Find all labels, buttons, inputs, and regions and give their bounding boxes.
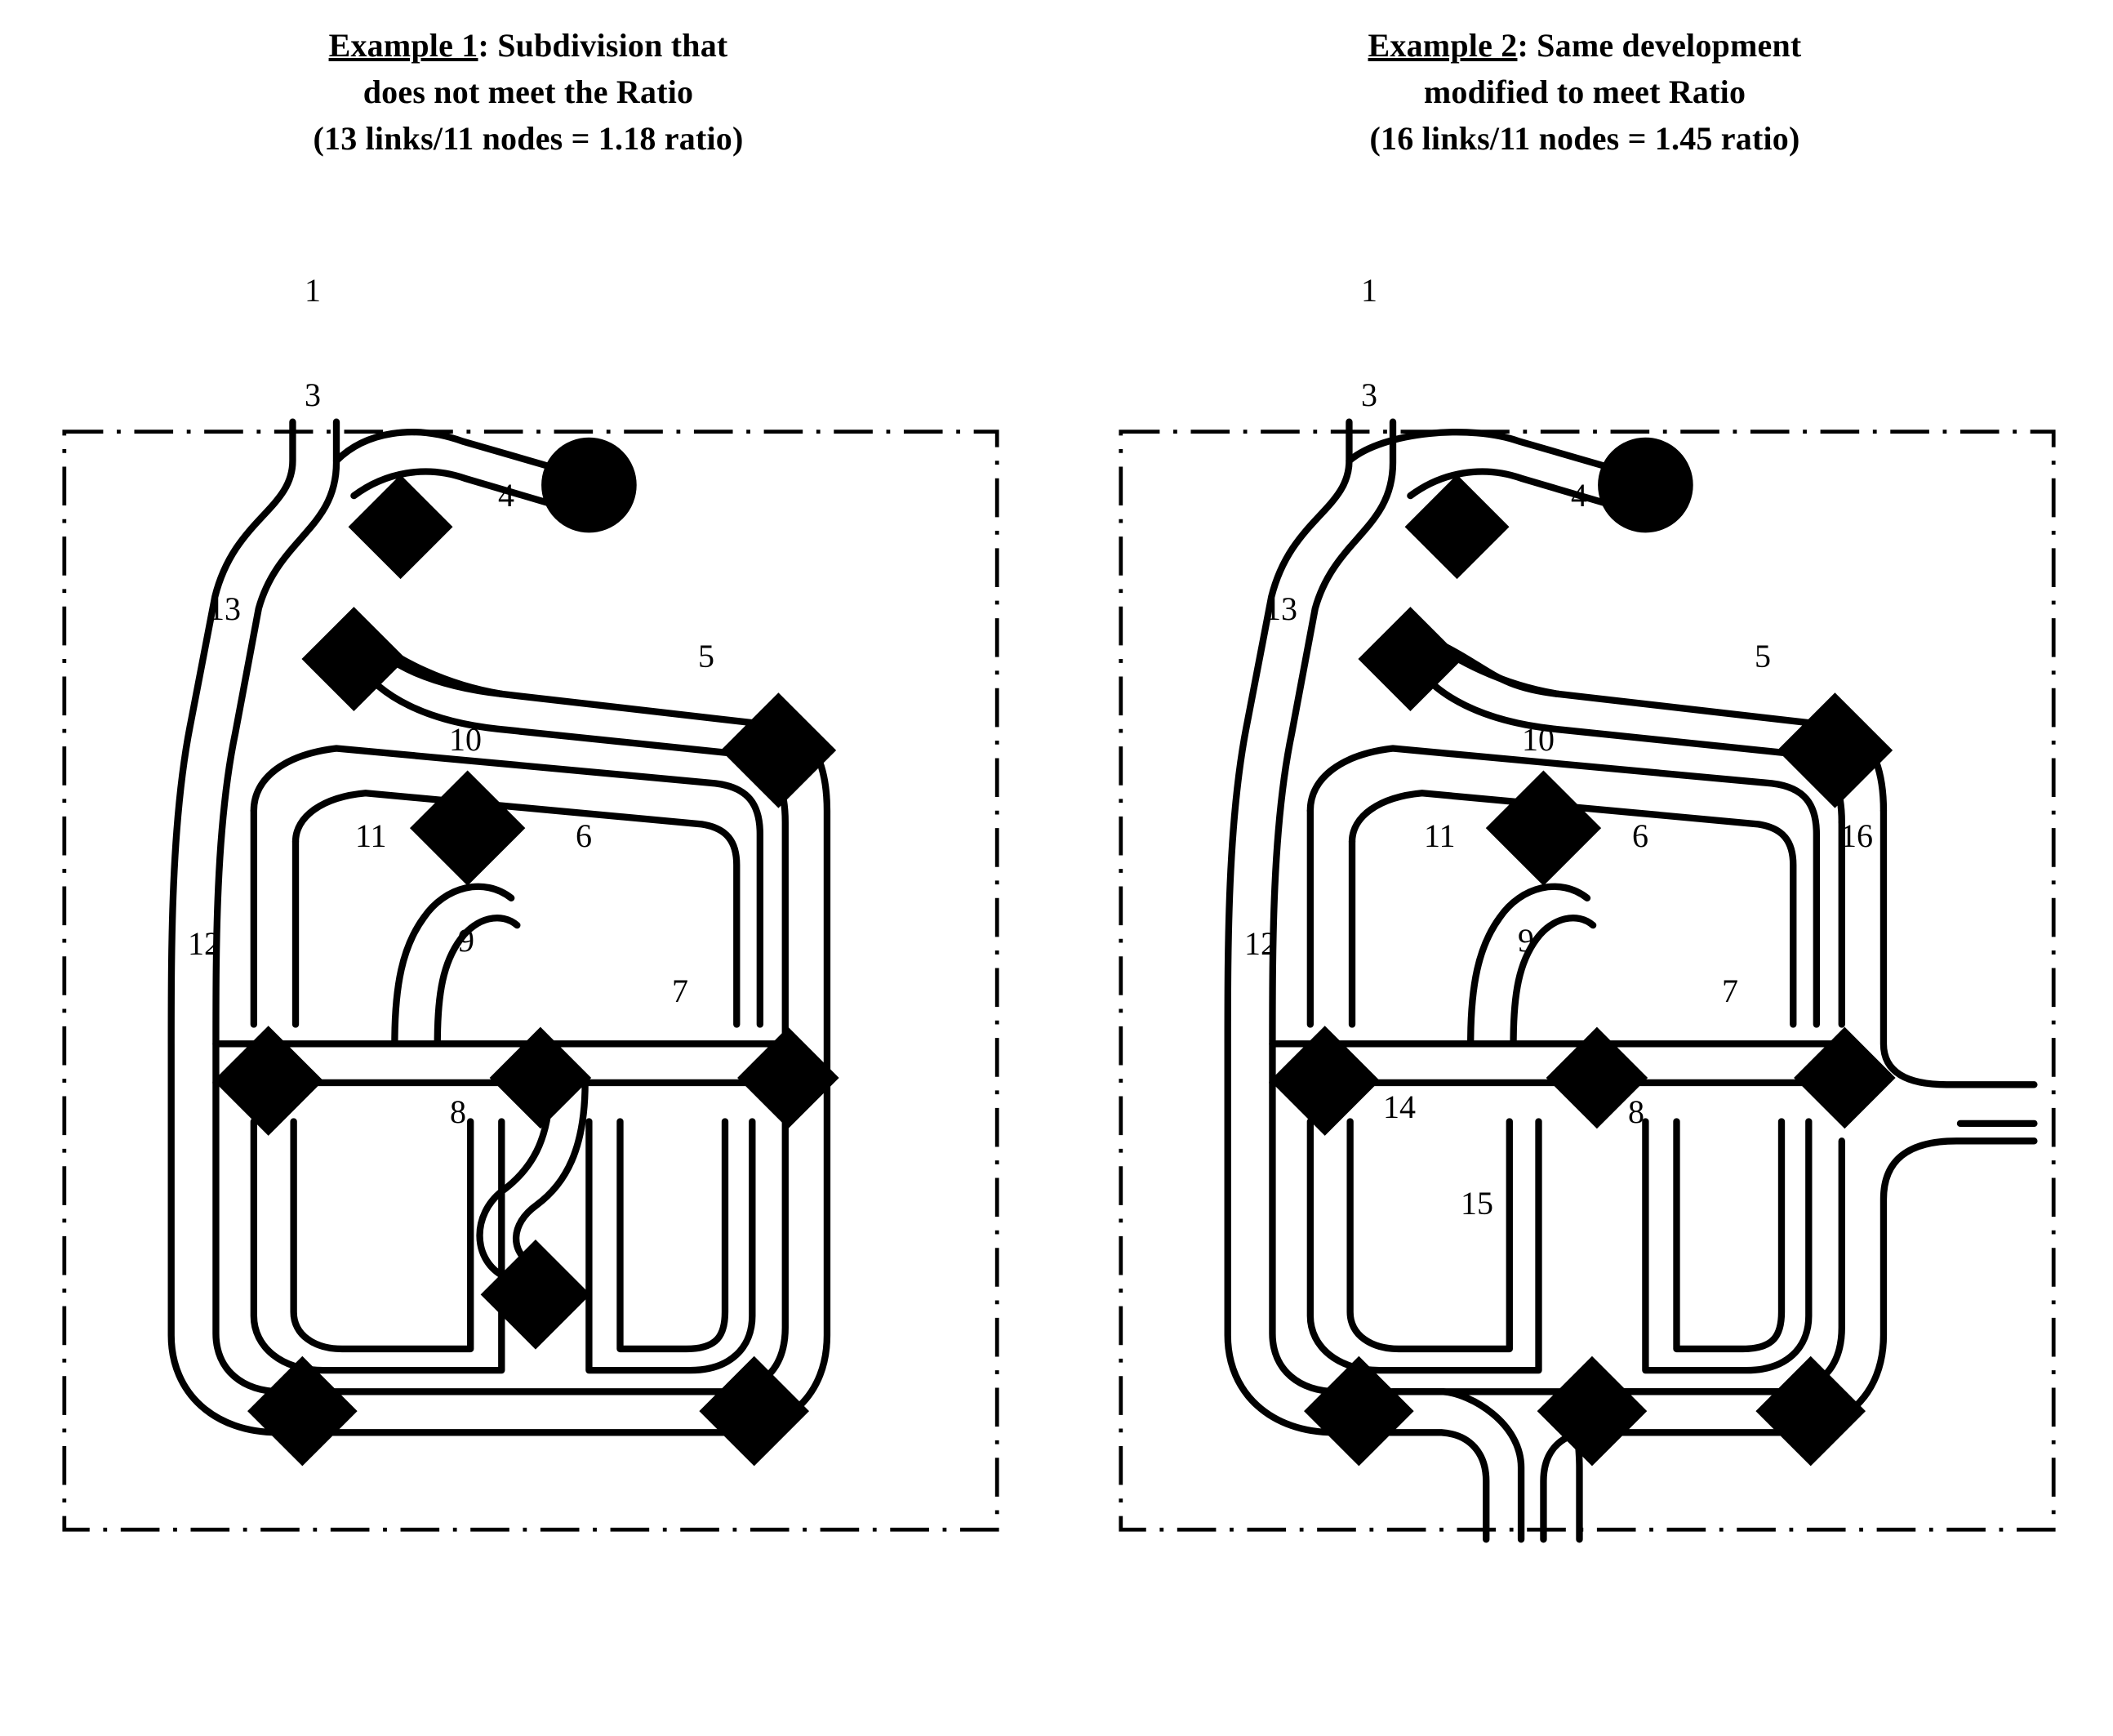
node-marker bbox=[250, 1359, 354, 1463]
link-label-7: 7 bbox=[1722, 973, 1738, 1009]
node-marker bbox=[702, 1359, 807, 1463]
example-1-caption-line2: does not meet the Ratio bbox=[363, 73, 694, 110]
link-label-5: 5 bbox=[1755, 638, 1771, 674]
site-boundary bbox=[65, 432, 997, 1530]
example-2-title-prefix: Example 2 bbox=[1368, 27, 1518, 64]
link-label-15: 15 bbox=[1461, 1185, 1493, 1222]
link-label-12: 12 bbox=[1244, 925, 1277, 962]
link-label-12: 12 bbox=[188, 925, 220, 962]
example-2-caption-line3: (16 links/11 nodes = 1.45 ratio) bbox=[1369, 119, 1800, 157]
example-1-title-prefix: Example 1 bbox=[328, 27, 478, 64]
link-label-11: 11 bbox=[355, 817, 387, 854]
node-marker bbox=[1306, 1359, 1411, 1463]
example-2-panel bbox=[1056, 0, 2113, 1736]
node-marker bbox=[1488, 773, 1599, 884]
link-label-4: 4 bbox=[498, 477, 514, 514]
link-label-14: 14 bbox=[1383, 1088, 1416, 1125]
node-marker bbox=[1759, 1359, 1863, 1463]
node-marker bbox=[412, 773, 523, 884]
node-markers bbox=[1273, 478, 1893, 1463]
node-marker bbox=[351, 478, 450, 576]
example-2-diagram bbox=[1101, 253, 2073, 1698]
link-label-8: 8 bbox=[450, 1093, 466, 1130]
link-label-6: 6 bbox=[1632, 817, 1648, 854]
node-marker bbox=[1408, 478, 1506, 576]
link-label-13: 13 bbox=[208, 590, 241, 627]
example-1-diagram bbox=[45, 253, 1016, 1698]
example-2-svg bbox=[1101, 253, 2073, 1698]
example-2-caption bbox=[1056, 23, 2113, 162]
link-label-3: 3 bbox=[305, 376, 321, 413]
link-label-16: 16 bbox=[1840, 817, 1873, 854]
link-label-9: 9 bbox=[458, 922, 474, 959]
link-label-13: 13 bbox=[1265, 590, 1297, 627]
node-markers bbox=[216, 478, 837, 1463]
example-1-svg bbox=[45, 253, 1016, 1698]
link-label-9: 9 bbox=[1518, 922, 1534, 959]
link-label-11: 11 bbox=[1424, 817, 1456, 854]
link-label-1: 1 bbox=[305, 272, 321, 309]
link-label-1: 1 bbox=[1361, 272, 1377, 309]
example-2-caption-line2: modified to meet Ratio bbox=[1423, 73, 1746, 110]
example-1-caption bbox=[0, 23, 1056, 162]
example-2-title-rest: : Same development bbox=[1517, 27, 1802, 64]
link-label-8: 8 bbox=[1628, 1093, 1644, 1130]
link-label-4: 4 bbox=[1571, 477, 1587, 514]
example-1-title-rest: : Subdivision that bbox=[478, 27, 728, 64]
example-1-caption-line3: (13 links/11 nodes = 1.18 ratio) bbox=[313, 119, 744, 157]
cul-de-sac-bulb bbox=[545, 440, 634, 529]
link-label-3: 3 bbox=[1361, 376, 1377, 413]
link-label-6: 6 bbox=[576, 817, 592, 854]
link-label-10: 10 bbox=[1522, 721, 1555, 758]
link-label-7: 7 bbox=[672, 973, 688, 1009]
cul-de-sac-bulb bbox=[1601, 440, 1690, 529]
link-label-10: 10 bbox=[449, 721, 482, 758]
link-label-5: 5 bbox=[698, 638, 714, 674]
example-1-panel bbox=[0, 0, 1056, 1736]
